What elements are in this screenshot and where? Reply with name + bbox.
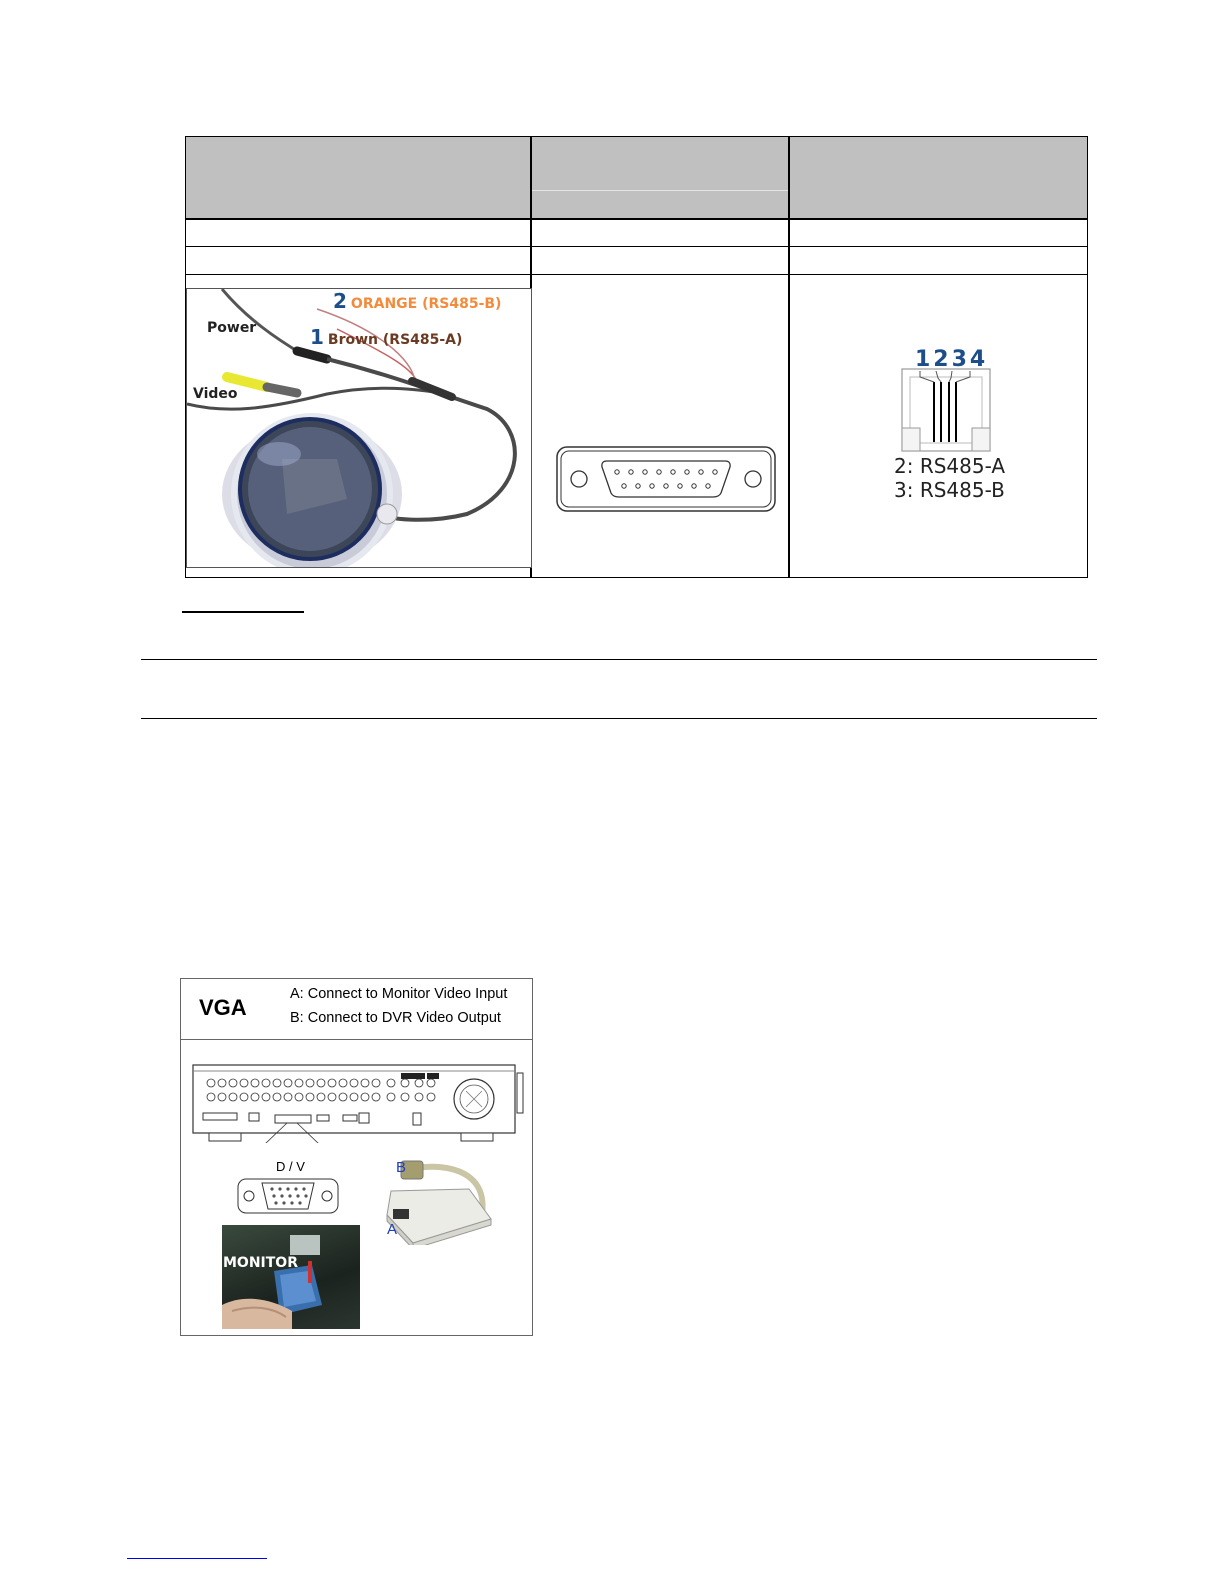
wire-label-text: Brown (RS485-A) <box>327 332 463 348</box>
db15-connector-icon <box>555 445 777 513</box>
underline-bar <box>182 611 304 613</box>
dv-port-label: D / V <box>276 1159 305 1174</box>
vga-note-a: A: Connect to Monitor Video Input <box>290 986 508 1002</box>
monitor-connection-photo <box>222 1225 360 1329</box>
brown-wire-label <box>310 325 462 349</box>
rj11-pin-numbers: 1234 <box>915 347 989 372</box>
rj11-pin2-caption: 2: RS485-A <box>894 454 1006 478</box>
horizontal-rule <box>141 659 1097 660</box>
power-cable-label: Power <box>207 320 257 336</box>
table-header-cell <box>186 137 530 218</box>
adapter-marker-b: B <box>396 1159 407 1176</box>
vga-title: VGA <box>199 995 247 1020</box>
table-header-cell <box>790 137 1087 218</box>
ptz-camera-photo <box>186 288 532 568</box>
dvr-rear-panel-icon <box>191 1061 525 1143</box>
rj11-connector-icon <box>900 368 992 452</box>
monitor-photo-illustration <box>222 1225 360 1329</box>
horizontal-rule <box>141 718 1097 719</box>
wire-number: 2 <box>333 289 347 313</box>
wire-label-text: ORANGE (RS485-B) <box>350 296 502 312</box>
wire-number: 1 <box>310 325 324 349</box>
rj11-pin3-caption: 3: RS485-B <box>894 478 1005 502</box>
video-cable-label: Video <box>193 386 238 402</box>
monitor-label: MONITOR <box>223 1255 298 1271</box>
vga-note-b: B: Connect to DVR Video Output <box>290 1010 501 1026</box>
vga-port-icon <box>236 1177 340 1215</box>
table-header-cell <box>532 137 788 190</box>
table-header-cell <box>532 191 788 218</box>
footer-link-underline <box>127 1558 267 1559</box>
vga-panel-header <box>181 979 532 1040</box>
vga-connection-panel <box>180 978 533 1336</box>
orange-wire-label <box>333 289 501 313</box>
adapter-marker-a: A <box>387 1221 398 1238</box>
